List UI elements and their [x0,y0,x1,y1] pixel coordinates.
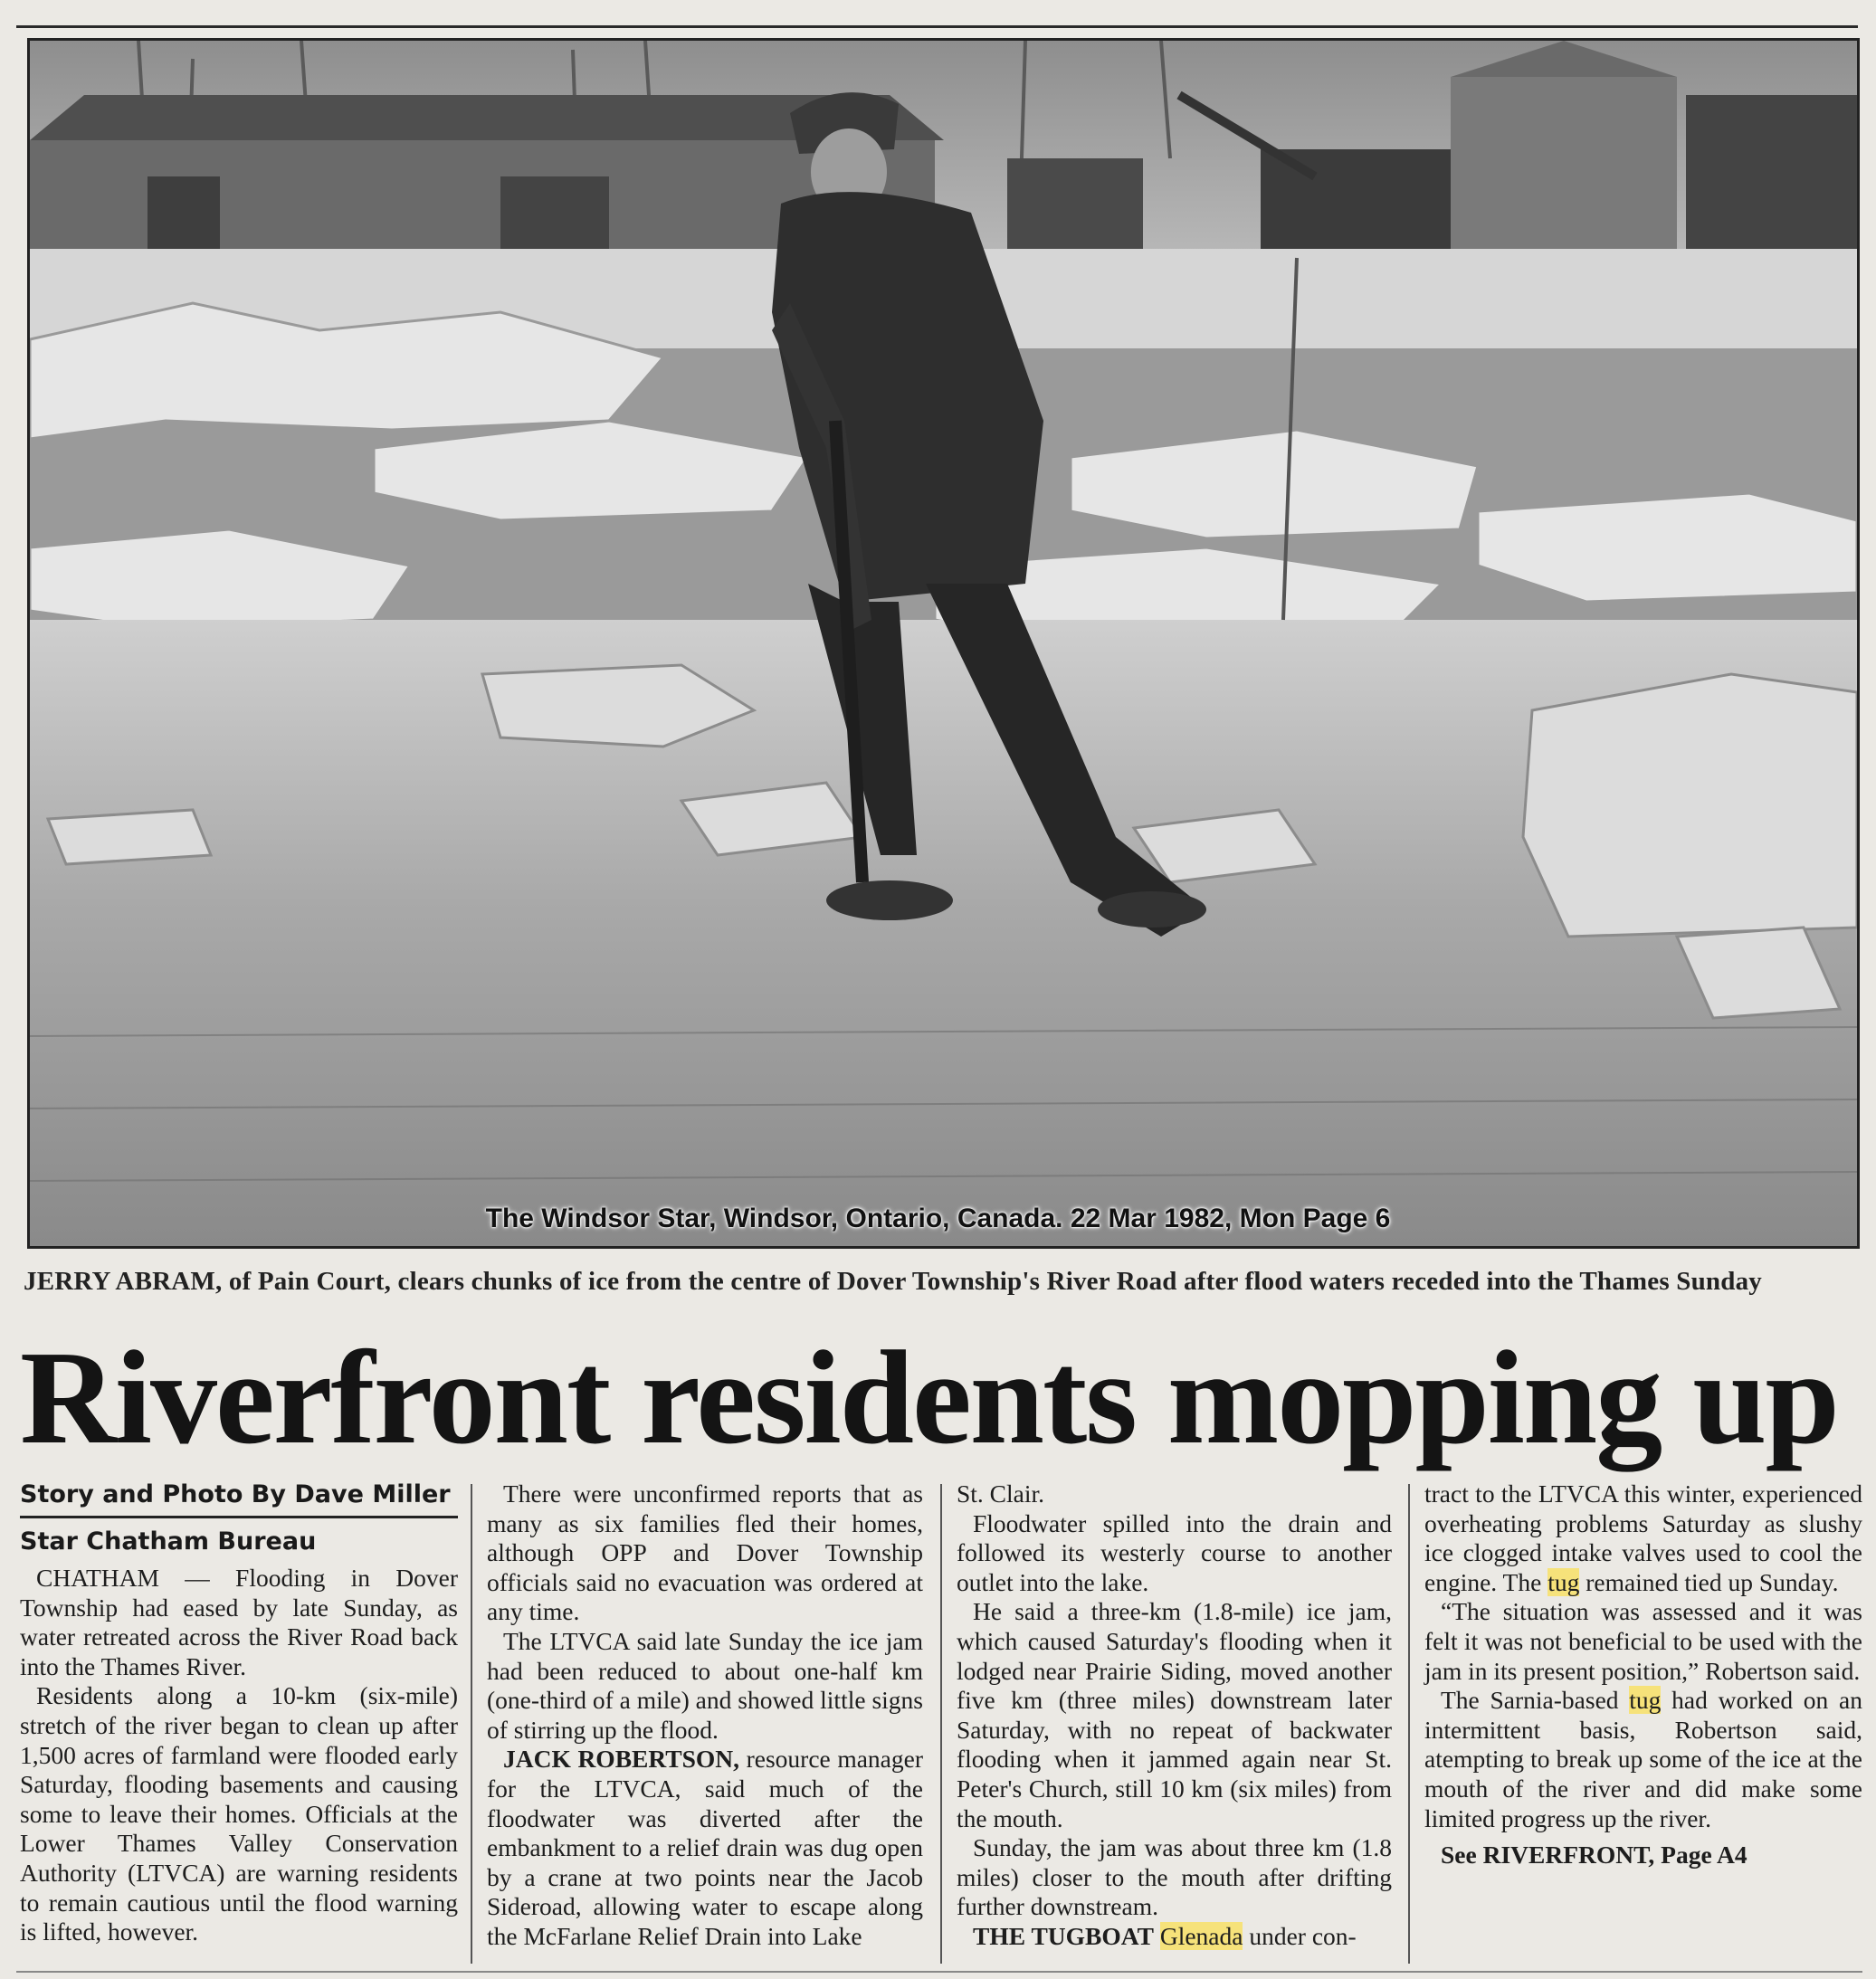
column-1 [20,1479,458,1947]
paragraph: There were unconfirmed reports that as many as six families fled their homes, although OPP and Dover Township officials said no evacuation was ordered at any time. [487,1479,923,1626]
paragraph-text: resource manager for the LTVCA, said much of the floodwater was diverted after the embankment to a relief drain was dug open by a crane at two points near the Jacob Sideroad, allowing water to escape along the McFarlane Relief Drain into Lake [487,1745,923,1950]
paragraph: Sunday, the jam was about three km (1.8 miles) closer to the mouth after drifting further downstream. [957,1833,1392,1921]
byline: Story and Photo By Dave Miller [20,1480,451,1508]
column-2 [487,1479,923,1952]
paragraph: Floodwater spilled into the drain and followed its westerly course to another outlet into the lake. [957,1508,1392,1596]
article-body [0,1470,1876,1977]
top-rule [16,25,1858,28]
paragraph [1424,1479,1862,1597]
paragraph-text: tract to the LTVCA this winter, experienced overheating problems Saturday as slushy ice clogged intake valves used to cool the engine. The [1424,1479,1862,1596]
headline: Riverfront residents mopping up [20,1324,1838,1472]
paragraph: St. Clair. [957,1479,1045,1508]
highlighted-term: Glenada [1159,1921,1243,1950]
photo-caption: JERRY ABRAM, of Pain Court, clears chunks of ice from the centre of Dover Township's River Road after flood waters receded into the Thames Sunday [24,1267,1762,1296]
paragraph-text: The Sarnia-based [1441,1686,1630,1715]
source-citation: The Windsor Star, Windsor, Ontario, Canada. 22 Mar 1982, Mon Page 6 [485,1204,1391,1233]
byline-rule [20,1516,458,1518]
lead-in: JACK ROBERTSON, [503,1745,740,1774]
bottom-rule [16,1971,1862,1973]
paragraph-text: under con- [1243,1921,1357,1950]
lead-in: THE TUGBOAT [973,1921,1154,1950]
highlighted-term: tug [1629,1686,1662,1715]
column-4 [1424,1479,1862,1870]
news-photo [27,38,1860,1249]
continuation-reference: See RIVERFRONT, Page A4 [1441,1841,1747,1870]
paragraph: The LTVCA said late Sunday the ice jam had been reduced to about one-half km (one-third of a mile) and showed little signs of stirring up the flood. [487,1626,923,1744]
bureau-line: Star Chatham Bureau [20,1527,317,1556]
column-3 [957,1479,1392,1952]
paragraph-text: had worked on an intermittent basis, Robertson said, atempting to break up some of the ice at the mouth of the river and did make some limited progress up the river. [1424,1686,1862,1832]
paragraph [1424,1686,1862,1833]
paragraph: Residents along a 10-km (six-mile) stretch of the river began to clean up after 1,500 acres of farmland were flooded early Saturday, flooding basements and causing some to leave their homes. Officials at the Lower Thames Valley Conservation Authority (LTVCA) are warning residents to remain cautious until the flood warning is lifted, however. [20,1681,458,1946]
paragraph [957,1922,1392,1952]
paragraph: “The situation was assessed and it was felt it was not beneficial to be used with the jam in its present position,” Robertson said. [1424,1597,1862,1685]
highlighted-term: tug [1547,1567,1580,1596]
photo-illustration [30,41,1857,1246]
paragraph: CHATHAM — Flooding in Dover Township had eased by late Sunday, as water retreated across the River Road back into the Thames River. [20,1564,458,1680]
paragraph [487,1745,923,1951]
paragraph: He said a three-km (1.8-mile) ice jam, which caused Saturday's flooding when it lodged near Prairie Siding, moved another five km (three miles) downstream later Saturday, with no repeat of backwater flooding when it jammed again near St. Peter's Church, still 10 km (six miles) from the mouth. [957,1597,1392,1832]
paragraph-text: remained tied up Sunday. [1579,1567,1839,1596]
